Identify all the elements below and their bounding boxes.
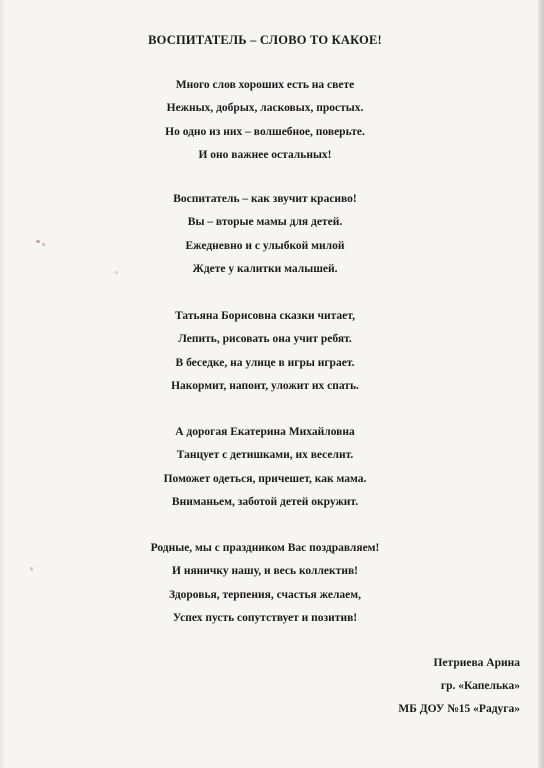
poem-line: Накормит, напоит, уложит их спать.: [171, 379, 359, 392]
page-edge-right: [538, 0, 544, 768]
poem-line: Ежедневно и с улыбкой милой: [185, 239, 345, 252]
poem-line: Успех пусть сопутствует и позитив!: [172, 611, 358, 624]
poem-line: Нежных, добрых, ласковых, простых.: [166, 102, 364, 115]
poem-line: И оно важнее остальных!: [198, 148, 332, 161]
poem-line: Родные, мы с праздником Вас поздравляем!: [150, 542, 380, 554]
stanza-2: [0, 188, 530, 281]
stanza-3: [0, 305, 530, 398]
signature-block: [320, 652, 520, 721]
poem-line: Татьяна Борисовна сказки читает,: [175, 310, 355, 322]
author-name: Петриева Арина: [433, 657, 520, 669]
poem-line: В беседке, на улице в игры играет.: [175, 356, 355, 369]
poem-line: Вниманьем, заботой детей окружит.: [171, 495, 359, 508]
author-institution: МБ ДОУ №15 «Радуга»: [398, 703, 520, 715]
poem-line: Ждете у калитки малышей.: [192, 262, 338, 275]
poem-line: Вы – вторые мамы для детей.: [187, 216, 343, 229]
author-group: гр. «Капелька»: [440, 680, 520, 692]
poem-title: ВОСПИТАТЕЛЬ – СЛОВО ТО КАКОЕ!: [148, 33, 382, 47]
poem-line: А дорогая Екатерина Михайловна: [175, 426, 355, 438]
stanza-1: [0, 74, 530, 167]
poem-line: Воспитатель – как звучит красиво!: [173, 193, 357, 205]
poem-line: Танцует с детишками, их веселит.: [176, 449, 354, 462]
poem-line: Здоровья, терпения, счастья желаем,: [169, 588, 361, 601]
stanza-4: [0, 421, 530, 514]
poem-line: Поможет одеться, причешет, как мама.: [163, 472, 367, 485]
poem-line: Лепить, рисовать она учит ребят.: [178, 333, 352, 346]
poem-line: И няничку нашу, и весь коллектив!: [172, 565, 358, 578]
poem-line: Но одно из них – волшебное, поверьте.: [165, 125, 365, 138]
poem-line: Много слов хороших есть на свете: [175, 79, 355, 91]
stanza-5: [0, 537, 530, 630]
